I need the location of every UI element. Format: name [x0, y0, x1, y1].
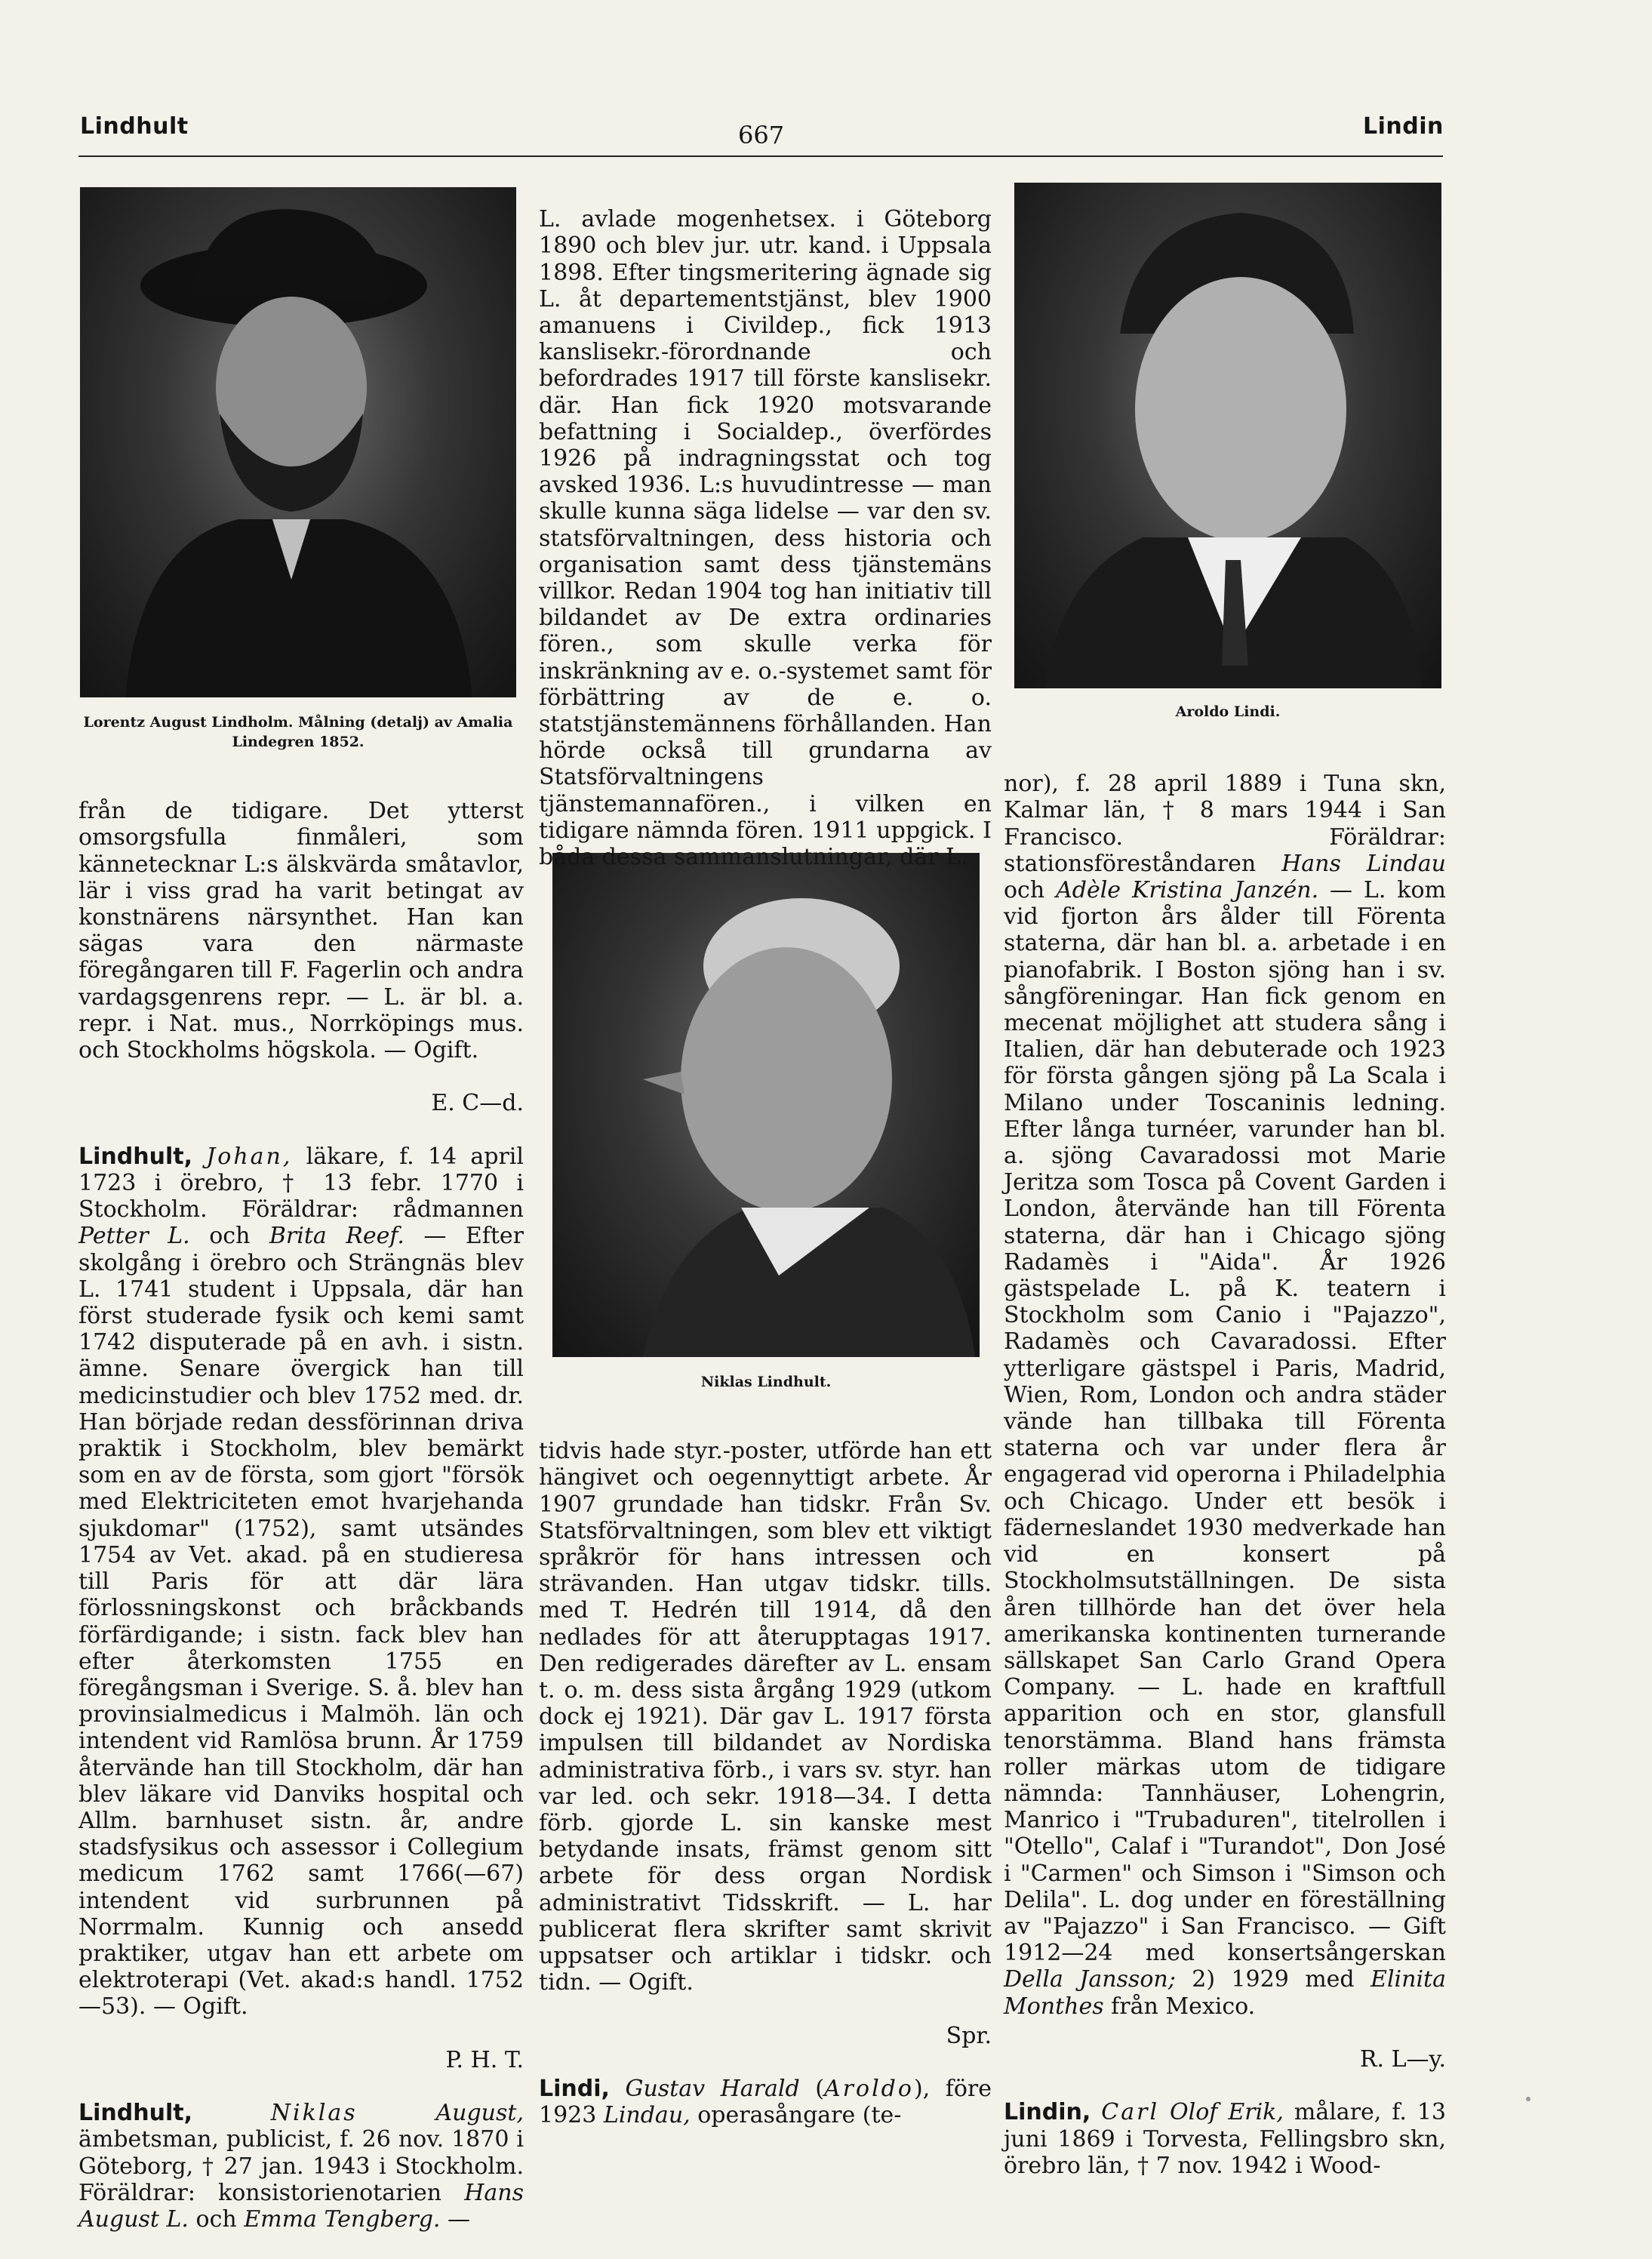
entry-carl-lindin [1004, 2099, 1446, 2179]
entry-text: — L. kom vid fjorton års ålder till Förenta staterna, där han bl. a. arbetade i en pianofabrik. I Boston sjöng han i sv. sångföreningar. Han fick genom en mecenat möjlighet att studera sång i Italien, där han debuterade och 1923 för första gången sjöng på La Scala i Milano under Toscaninis ledning. Efter långa turnéer, varunder han bl. a. sjöng Cavaradossi mot Marie Jeritza som Tosca på Covent Garden i London, återvände han till Förenta staterna, där han i Chicago sjöng Radamès i "Aida". År 1926 gästspelade L. på K. teatern i Stockholm som Canio i "Pajazzo", Radamès och Cavaradossi. Efter ytterligare gästspel i Paris, Madrid, Wien, Rom, London och andra städer vände han tillbaka till Förenta staterna och var under flera år engagerad vid operorna i Philadelphia och Chicago. Under ett besök i fäderneslandet 1930 medverkade han vid en konsert på Stockholmsutställningen. De sista åren tillhörde han det över hela amerikanska kontinenten turnerande sällskapet San Carlo Grand Opera Company. — L. hade en kraftfull apparition och en stor, glansfull tenorstämma. Bland hans främsta roller märkas utom de tidigare nämnda: Tannhäuser, Lohengrin, Manrico i "Trubaduren", titelrollen i "Otello", Calaf i "Turandot", Don José i "Carmen" och Simson i "Simson och Delila". L. dog under en föreställning av "Pajazzo" i San Francisco. — Gift 1912—24 med konsertsångerskan [1004, 877, 1446, 1967]
spouse-name: Della Jansson; [1004, 1966, 1176, 1993]
entry-johan-lindhult [78, 1143, 524, 2020]
entry-text: ( [799, 2076, 824, 2103]
given-name: Gustav Harald [625, 2076, 800, 2103]
entry-text: — Efter skolgång i örebro och Strängnäs blev L. 1741 student i Uppsala, där han först studerade fysik och kemi samt 1742 disputerade på en avh. i sistn. ämne. Senare övergick han till medicinstudier och blev 1752 med. dr. Han började redan dessförinnan driva praktik i Stockholm, blev bemärkt som en av de första, som gjort "försök med Elektriciteten emot hvarjehanda sjukdomar" (1752), samt utsändes 1754 av Vet. akad. på en studieresa till Paris för att där lära förlossningskonst och bråckbands förfärdigande; i sistn. fack blev han efter återkomsten 1755 en föregångsman i Sverige. S. å. blev han provinsialmedicus i Malmöh. län och intendent vid Ramlösa brunn. År 1759 återvände han till Stockholm, där han blev läkare vid Danviks hospital och Allm. barnhuset sistn. år, andre stadsfysikus och assessor i Collegium medicum 1762 samt 1766(—67) intendent vid surbrunnen på Norrmalm. Kunnig och ansedd praktiker, utgav han ett arbete om elektroterapi (Vet. akad:s handl. 1752 —53). — Ogift. [78, 1223, 525, 2020]
page-speck [1526, 2097, 1530, 2101]
entry-niklas-lindhult [78, 2100, 524, 2233]
column-2-bottom [539, 1411, 992, 2156]
entry-headword: Lindhult, [78, 1143, 192, 1170]
column-3 [1004, 744, 1446, 2205]
portrait-lindholm [80, 187, 516, 697]
entry-text: nor), f. 28 april 1889 i Tuna skn, Kalmar län, † 8 mars 1944 i San Francisco. Föräldrar: stationsföreståndaren [1004, 771, 1446, 877]
column-1 [78, 771, 524, 2259]
entry-text: operasångare (te- [690, 2102, 902, 2129]
entry-text: — [440, 2205, 470, 2233]
parent-name: Hans August L. [78, 2179, 524, 2233]
column-2-top [539, 180, 992, 897]
parent-name: Petter L. [78, 1223, 190, 1250]
signature-johan: P. H. T. [445, 2046, 524, 2073]
page-number: 667 [738, 121, 785, 149]
entry-text: läkare, f. 14 april 1723 i örebro, † 13 febr. 1770 i Stockholm. Föräldrar: rådmannen [78, 1143, 524, 1223]
parent-name: Emma Tengberg. [244, 2205, 441, 2233]
niklas-continuation: L. avlade mogenhetsex. i Göteborg 1890 och blev jur. utr. kand. i Uppsala 1898. Efter tingsmeritering ägnade sig L. åt departementstjänst, blev 1900 amanuens i Civildep., fick 1913 kanslisekr.-förordnande och befordrades 1917 till förste kanslisekr. där. Han fick 1920 motsvarande befattning i Socialdep., överfördes 1926 på indragningsstat och tog avsked 1936. L:s huvudintresse — man skulle kunna säga lidelse — var den sv. statsförvaltningen, dess historia och organisation samt dess tjänstemäns villkor. Redan 1904 tog han initiativ till bildandet av De extra ordinaries fören., som skulle verka för inskränkning av e. o.-systemet samt för förbättring av de e. o. statstjänstemännens förhållanden. Han hörde också till grundarna av Statsförvaltningens tjänstemannafören., i vilken en tidigare nämnda fören. 1911 uppgick. I båda dessa sammanslutningar, där L. [539, 206, 992, 871]
niklas-continuation-2: tidvis hade styr.-poster, utförde han ett hängivet och oegennyttigt arbete. År 1907 grundade han tidskr. Från Sv. Statsförvaltningen, som blev ett viktigt språkrör för hans intressen och strävanden. Han utgav tidskr. tills. med T. Hedrén till 1914, då den nedlades för att återupptagas 1917. Den redigerades därefter av L. ensam t. o. m. dess sista årgång 1929 (utkom dock ej 1921). Där gav L. 1917 första impulsen till bildandet av Nordiska administrativa förb., i vars sv. styr. han var led. och sekr. 1918—34. I detta förb. gjorde L. sin kanske mest betydande insats, främst genom sitt arbete för dess organ Nordisk administrativt Tidsskrift. — L. har publicerat flera skrifter samt skrivit uppsatser och artiklar i tidskr. och tidn. — Ogift. [539, 1438, 992, 1996]
entry-text: målare, f. 13 juni 1869 i Torvesta, Fellingsbro skn, örebro län, † 7 nov. 1942 i Wood- [1004, 2099, 1447, 2179]
aroldo-lindi-continuation [1004, 771, 1446, 2020]
given-name: Niklas [270, 2100, 358, 2127]
given-name: Carl [1101, 2099, 1160, 2126]
entry-headword: Lindhult, [78, 2100, 192, 2127]
entry-headword: Lindi, [539, 2076, 610, 2103]
entry-text: ), före 1923 [539, 2076, 992, 2129]
caption-niklas-lindhult: Niklas Lindhult. [700, 1374, 832, 1390]
given-name: Olof Erik, [1159, 2099, 1284, 2126]
given-name: Aroldo [824, 2076, 914, 2103]
given-name: Johan, [206, 1143, 293, 1170]
entry-headword: Lindin, [1004, 2099, 1091, 2126]
portrait-niklas-lindhult [552, 853, 980, 1357]
entry-aroldo-lindi [539, 2076, 992, 2128]
given-name: August, [357, 2100, 524, 2127]
lindholm-continuation: från de tidigare. Det ytterst omsorgsfulla finmåleri, som kännetecknar L:s älskvärda småtavlor, lär i viss grad ha varit betingat av konstnärens närsynthet. Han kan sägas vara den närmaste föregångaren till F. Fagerlin och andra vardagsgenrens repr. — L. är bl. a. repr. i Nat. mus., Norrköpings mus. och Stockholms högskola. — Ogift. [78, 798, 524, 1064]
parent-name: Hans Lindau [1281, 850, 1446, 877]
portrait-aroldo-lindi [1014, 183, 1441, 688]
former-name: Lindau, [603, 2102, 691, 2129]
signature-lindholm: E. C—d. [431, 1090, 524, 1117]
signature-niklas: Spr. [946, 2022, 992, 2049]
caption-lindholm: Lorentz August Lindholm. Målning (detalj) av Amalia Lindegren 1852. [83, 714, 513, 750]
entry-text: och [188, 2205, 245, 2233]
signature-lindi: R. L—y. [1359, 2045, 1446, 2073]
entry-text: 2) 1929 med [1175, 1966, 1371, 1993]
entry-text: och [1004, 877, 1057, 904]
parent-name: Brita Reef. [269, 1223, 405, 1250]
caption-aroldo-lindi: Aroldo Lindi. [1175, 703, 1281, 720]
running-head-right: Lindin [1363, 113, 1444, 140]
entry-text: och [189, 1223, 269, 1250]
entry-text: ämbetsman, publicist, f. 26 nov. 1870 i Göteborg, † 27 jan. 1943 i Stockholm. Föräldrar: konsistorienotarien [78, 2126, 524, 2206]
header-rule [78, 155, 1443, 157]
entry-text: från Mexico. [1103, 1993, 1256, 2020]
running-head-left: Lindhult [80, 113, 189, 140]
parent-name: Adèle Kristina Janzén. [1056, 877, 1319, 904]
spouse-name: Elinita Monthes [1004, 1966, 1446, 2020]
